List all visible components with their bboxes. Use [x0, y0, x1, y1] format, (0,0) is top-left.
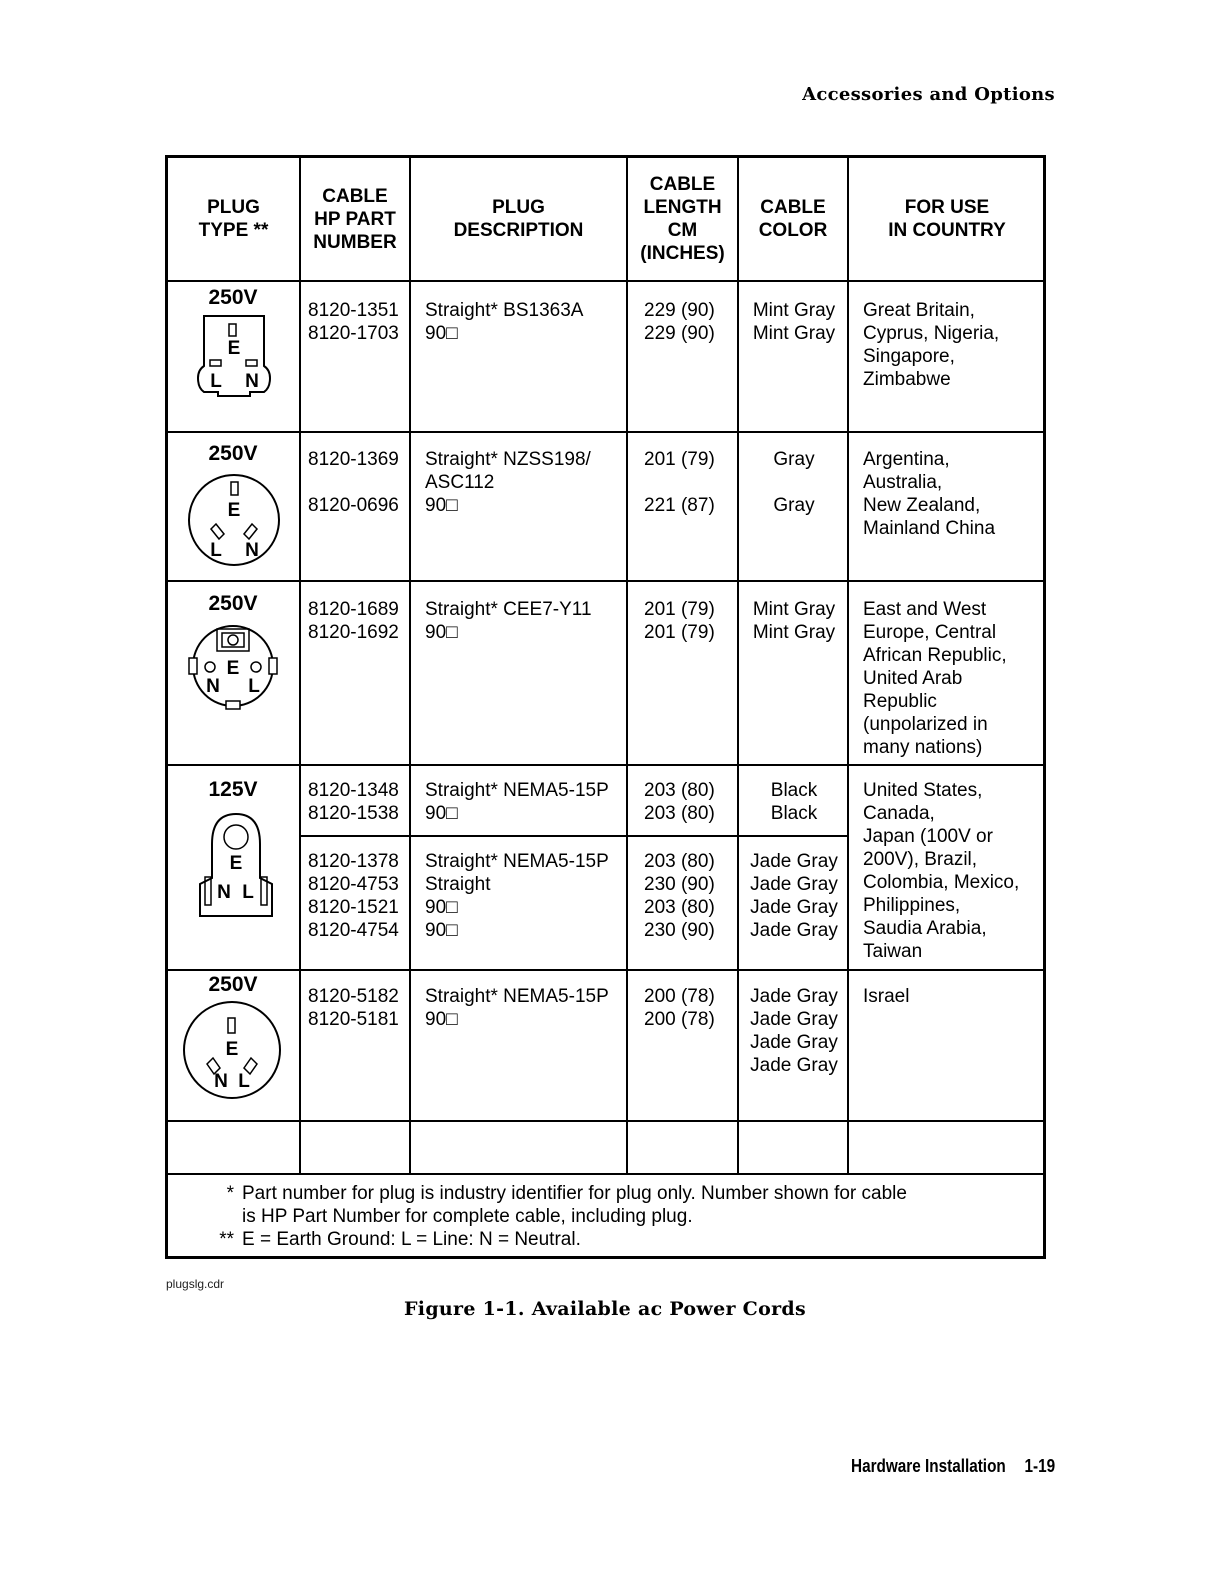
footnote-text: E = Earth Ground: L = Line: N = Neutral.: [242, 1229, 581, 1250]
row4a-colors: Black Black: [770, 780, 818, 824]
schuko-plug-icon: [186, 616, 286, 718]
row2-lengths: 201 (79) 221 (87): [644, 449, 715, 516]
plug-letter-n: N: [245, 540, 259, 561]
page-footer: [832, 1456, 1055, 1477]
row3-voltage: 250V: [208, 592, 258, 615]
power-cord-table: [165, 155, 1046, 1259]
row1-lengths: 229 (90) 229 (90): [644, 300, 715, 344]
footnote-mark: **: [219, 1229, 234, 1250]
header-part-number: CABLE HP PART NUMBER: [313, 185, 397, 253]
row2-countries: Argentina, Australia, New Zealand, Mainland China: [863, 449, 996, 539]
row4-countries: United States, Canada, Japan (100V or 200V), Brazil, Colombia, Mexico, Philippines, Saudia Arabia, Taiwan: [863, 780, 1020, 962]
plug-letter-e: E: [227, 500, 241, 521]
row5-colors: Jade Gray Jade Gray Jade Gray Jade Gray: [750, 986, 838, 1076]
footnote-mark: [204, 1205, 242, 1228]
footer-section: Hardware Installation: [850, 1456, 1006, 1476]
israel-plug-icon: [181, 998, 285, 1104]
running-header: Accessories and Options: [802, 84, 1055, 105]
australia-plug-icon: [186, 472, 282, 568]
row3-lengths: 201 (79) 201 (79): [644, 599, 715, 643]
row4b-part-numbers: 8120-1378 8120-4753 8120-1521 8120-4754: [308, 851, 399, 941]
row5-part-numbers: 8120-5182 8120-5181: [308, 986, 399, 1030]
plug-letter-e: E: [227, 338, 241, 359]
footnote: [204, 1182, 907, 1205]
plug-letter-l: L: [238, 1071, 250, 1092]
plug-letter-l: L: [210, 540, 222, 561]
row3-colors: Mint Gray Mint Gray: [752, 599, 836, 643]
plug-letter-e: E: [226, 658, 240, 679]
row2-descriptions: Straight* NZSS198/ ASC112 90□: [425, 449, 591, 516]
row5-lengths: 200 (78) 200 (78): [644, 986, 715, 1030]
row1-voltage: 250V: [208, 286, 258, 309]
plug-letter-l: L: [248, 676, 260, 697]
row5-countries: Israel: [863, 986, 910, 1007]
row1-part-numbers: 8120-1351 8120-1703: [308, 300, 399, 344]
plug-letter-l: L: [210, 371, 222, 392]
row4a-part-numbers: 8120-1348 8120-1538: [308, 780, 399, 824]
footnote-text: is HP Part Number for complete cable, including plug.: [242, 1206, 693, 1227]
row1-colors: Mint Gray Mint Gray: [752, 300, 836, 344]
footer-page-number: 1-19: [1024, 1456, 1055, 1476]
table-footnotes: [204, 1182, 907, 1251]
header-description: PLUG DESCRIPTION: [453, 197, 584, 241]
header-length: CABLE LENGTH CM (INCHES): [640, 174, 725, 264]
header-color: CABLE COLOR: [758, 197, 828, 241]
file-label: plugslg.cdr: [166, 1277, 225, 1291]
plug-letter-n: N: [214, 1071, 228, 1092]
header-country: FOR USE IN COUNTRY: [888, 197, 1006, 241]
row3-countries: East and West Europe, Central African Republic, United Arab Republic (unpolarized in many nations): [863, 599, 1007, 758]
row1-countries: Great Britain, Cyprus, Nigeria, Singapore, Zimbabwe: [863, 300, 1000, 390]
row2-colors: Gray Gray: [773, 449, 815, 516]
footnote: [204, 1205, 907, 1228]
row1-descriptions: Straight* BS1363A 90□: [425, 300, 584, 344]
row2-voltage: 250V: [208, 442, 258, 465]
row5-voltage: 250V: [208, 973, 258, 996]
plug-letter-e: E: [225, 1039, 239, 1060]
figure-caption: Figure 1-1. Available ac Power Cords: [404, 1298, 806, 1320]
footnote-mark: *: [226, 1183, 234, 1204]
row3-part-numbers: 8120-1689 8120-1692: [308, 599, 399, 643]
header-plug-type: PLUG TYPE **: [198, 197, 269, 241]
row4b-descriptions: Straight* NEMA5-15P Straight 90□ 90□: [425, 851, 609, 941]
row3-descriptions: Straight* CEE7-Y11 90□: [425, 599, 592, 643]
uk-plug-icon: [188, 308, 278, 400]
row4a-descriptions: Straight* NEMA5-15P 90□: [425, 780, 609, 824]
plug-letter-e: E: [229, 853, 243, 874]
plug-letter-n: N: [206, 676, 220, 697]
row5-descriptions: Straight* NEMA5-15P 90□: [425, 986, 609, 1030]
footnote: [204, 1228, 907, 1251]
footnote-text: Part number for plug is industry identifier for plug only. Number shown for cable: [242, 1183, 907, 1204]
row4a-lengths: 203 (80) 203 (80): [644, 780, 715, 824]
row2-part-numbers: 8120-1369 8120-0696: [308, 449, 399, 516]
plug-letter-n: N: [217, 882, 231, 903]
row4b-lengths: 203 (80) 230 (90) 203 (80) 230 (90): [644, 851, 715, 941]
row4-voltage: 125V: [208, 778, 258, 801]
plug-letter-l: L: [242, 882, 254, 903]
nema-plug-icon: [188, 804, 284, 922]
plug-letter-n: N: [245, 371, 259, 392]
row4b-colors: Jade Gray Jade Gray Jade Gray Jade Gray: [750, 851, 838, 941]
